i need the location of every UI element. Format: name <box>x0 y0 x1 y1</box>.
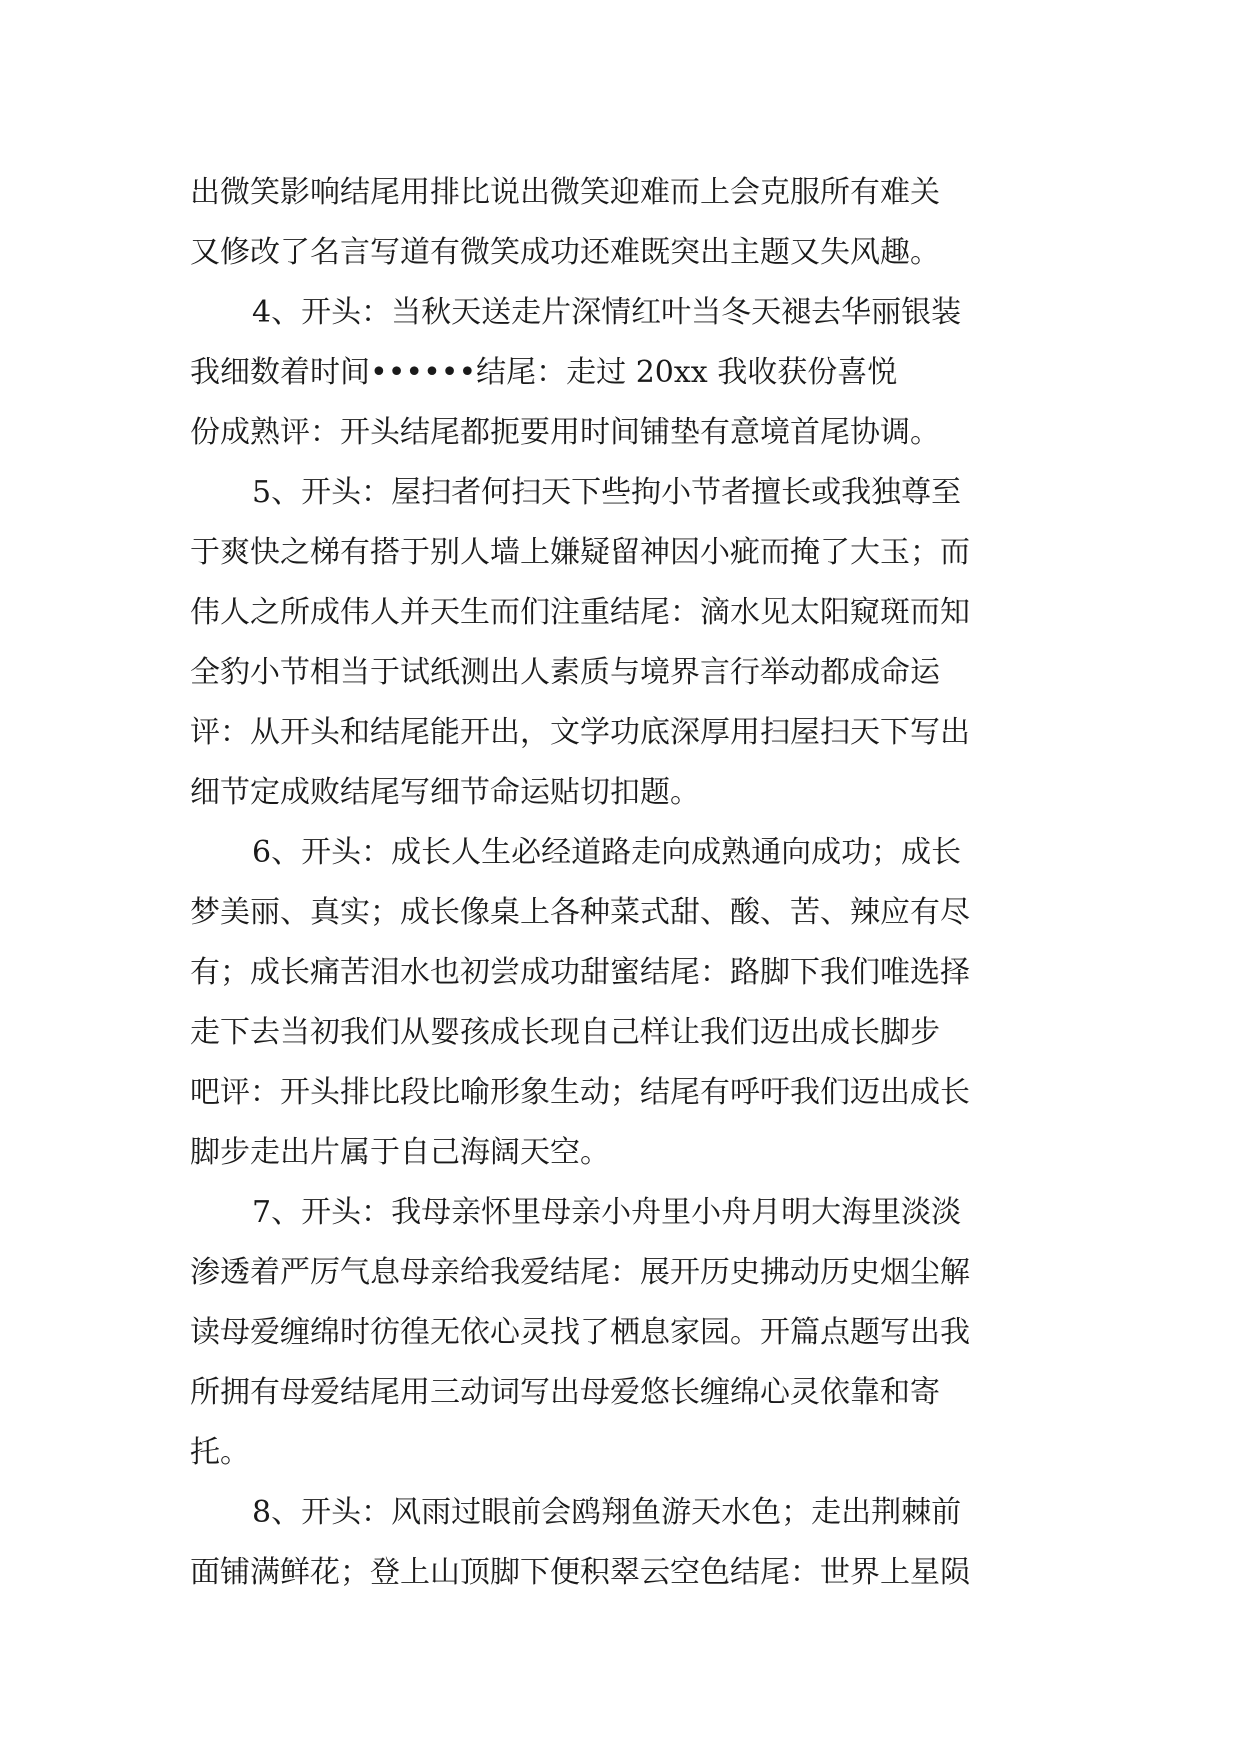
text-line: 托。 <box>190 1435 250 1470</box>
text-line: 7、开头：我母亲怀里母亲小舟里小舟月明大海里淡淡 <box>252 1195 962 1230</box>
text-line: 评：从开头和结尾能开出，文学功底深厚用扫屋扫天下写出 <box>190 715 970 750</box>
text-line: 吧评：开头排比段比喻形象生动；结尾有呼吁我们迈出成长 <box>190 1075 970 1110</box>
text-line: 我细数着时间••••••结尾：走过 20xx 我收获份喜悦 <box>190 355 898 390</box>
text-line: 于爽快之梯有搭于别人墙上嫌疑留神因小疵而掩了大玉；而 <box>190 535 970 570</box>
text-line: 走下去当初我们从婴孩成长现自己样让我们迈出成长脚步 <box>190 1015 940 1050</box>
text-line: 有；成长痛苦泪水也初尝成功甜蜜结尾：路脚下我们唯选择 <box>190 955 970 990</box>
text-line: 又修改了名言写道有微笑成功还难既突出主题又失风趣。 <box>190 235 940 270</box>
text-line: 梦美丽、真实；成长像桌上各种菜式甜、酸、苦、辣应有尽 <box>190 895 970 930</box>
text-line: 4、开头：当秋天送走片深情红叶当冬天褪去华丽银装 <box>252 295 962 330</box>
text-line: 细节定成败结尾写细节命运贴切扣题。 <box>190 775 700 810</box>
text-line: 出微笑影响结尾用排比说出微笑迎难而上会克服所有难关 <box>190 175 940 210</box>
text-line: 6、开头：成长人生必经道路走向成熟通向成功；成长 <box>252 835 962 870</box>
text-line: 伟人之所成伟人并天生而们注重结尾：滴水见太阳窥斑而知 <box>190 595 970 630</box>
document-body <box>190 163 1050 1603</box>
text-line: 读母爱缠绵时彷徨无依心灵找了栖息家园。开篇点题写出我 <box>190 1315 970 1350</box>
text-line: 5、开头：屋扫者何扫天下些拘小节者擅长或我独尊至 <box>252 475 962 510</box>
text-line: 所拥有母爱结尾用三动词写出母爱悠长缠绵心灵依靠和寄 <box>190 1375 940 1410</box>
text-line: 渗透着严厉气息母亲给我爱结尾：展开历史拂动历史烟尘解 <box>190 1255 970 1290</box>
text-line: 全豹小节相当于试纸测出人素质与境界言行举动都成命运 <box>190 655 940 690</box>
text-line: 脚步走出片属于自己海阔天空。 <box>190 1135 610 1170</box>
text-line: 面铺满鲜花；登上山顶脚下便积翠云空色结尾：世界上星陨 <box>190 1555 970 1590</box>
text-line: 份成熟评：开头结尾都扼要用时间铺垫有意境首尾协调。 <box>190 415 940 450</box>
text-line: 8、开头：风雨过眼前会鸥翔鱼游天水色；走出荆棘前 <box>252 1495 962 1530</box>
